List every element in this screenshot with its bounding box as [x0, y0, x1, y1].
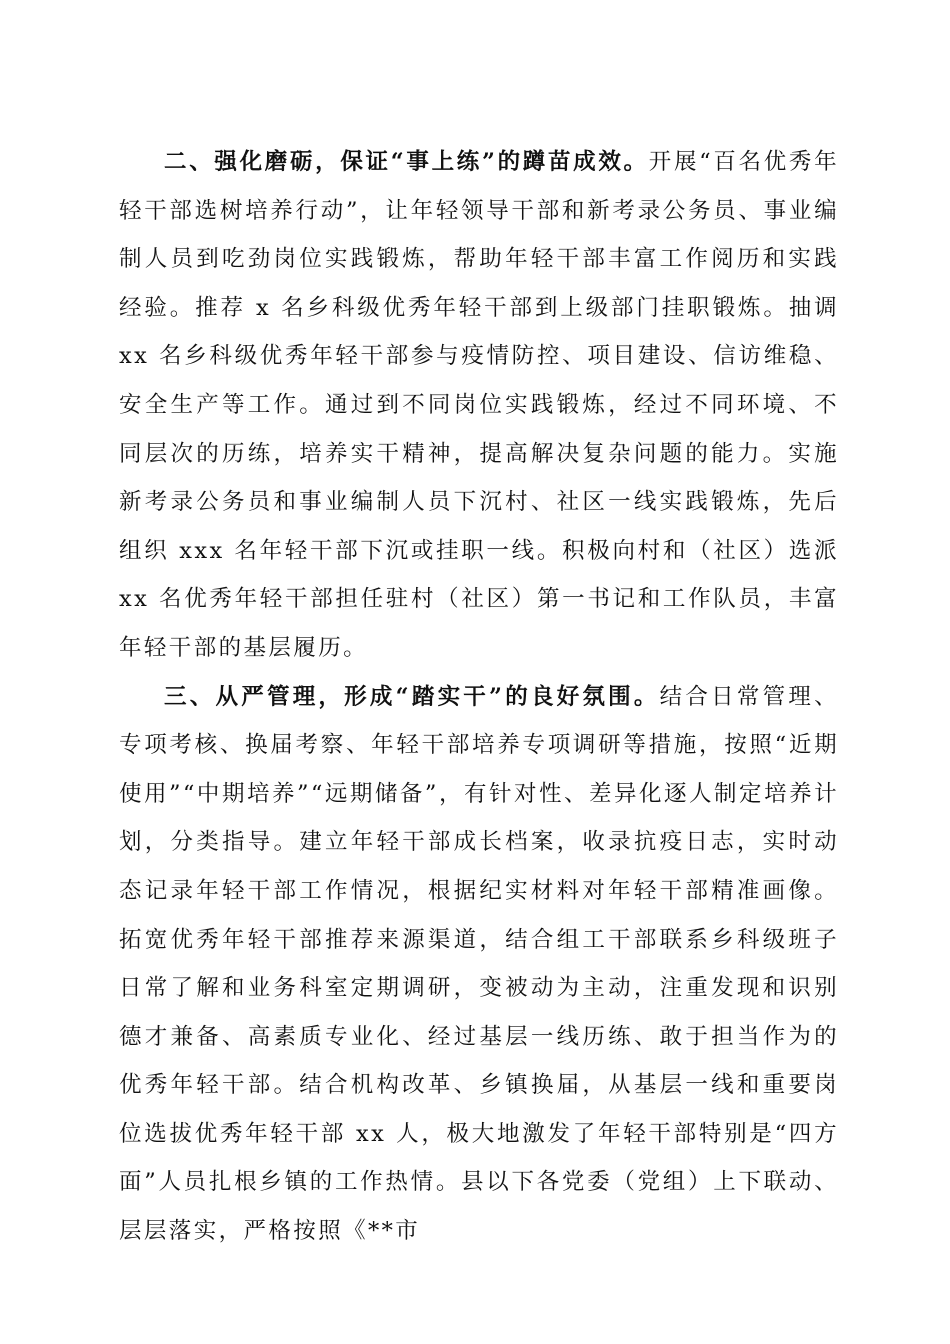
section-three-body: 结合日常管理、专项考核、换届考察、年轻干部培养专项调研等措施，按照“近期使用”“中期培养”“远期储备”，有针对性、差异化逐人制定培养计划，分类指导。建立年轻干部成长档案，收录抗疫日志，实时动态记录年轻干部工作情况，根据纪实材料对年轻干部精准画像。拓宽优秀年轻干部推荐来源渠道，结合组工干部联系乡科级班子日常了解和业务科室定期调研，变被动为主动，注重发现和识别德才兼备、高素质专业化、经过基层一线历练、敢于担当作为的优秀年轻干部。结合机构改革、乡镇换届，从基层一线和重要岗位选拔优秀年轻干部 xx 人，极大地激发了年轻干部特别是“四方面”人员扎根乡镇的工作热情。县以下各党委（党组）上下联动、层层落实，严格按照《**市	[119, 683, 839, 1245]
document-body	[119, 138, 839, 1256]
section-two-heading: 二、强化磨砺，保证“事上练”的蹲苗成效。	[164, 149, 649, 175]
section-three-heading: 三、从严管理，形成“踏实干”的良好氛围。	[164, 683, 660, 710]
section-two-paragraph	[119, 138, 839, 673]
section-three-paragraph	[119, 673, 839, 1256]
section-two-body: 开展“百名优秀年轻干部选树培养行动”，让年轻领导干部和新考录公务员、事业编制人员到吃劲岗位实践锻炼，帮助年轻干部丰富工作阅历和实践经验。推荐 x 名乡科级优秀年轻干部到上级部门挂职锻炼。抽调 xx 名乡科级优秀年轻干部参与疫情防控、项目建设、信访维稳、安全生产等工作。通过到不同岗位实践锻炼，经过不同环境、不同层次的历练，培养实干精神，提高解决复杂问题的能力。实施新考录公务员和事业编制人员下沉村、社区一线实践锻炼，先后组织 xxx 名年轻干部下沉或挂职一线。积极向村和（社区）选派 xx 名优秀年轻干部担任驻村（社区）第一书记和工作队员，丰富年轻干部的基层履历。	[119, 149, 840, 661]
